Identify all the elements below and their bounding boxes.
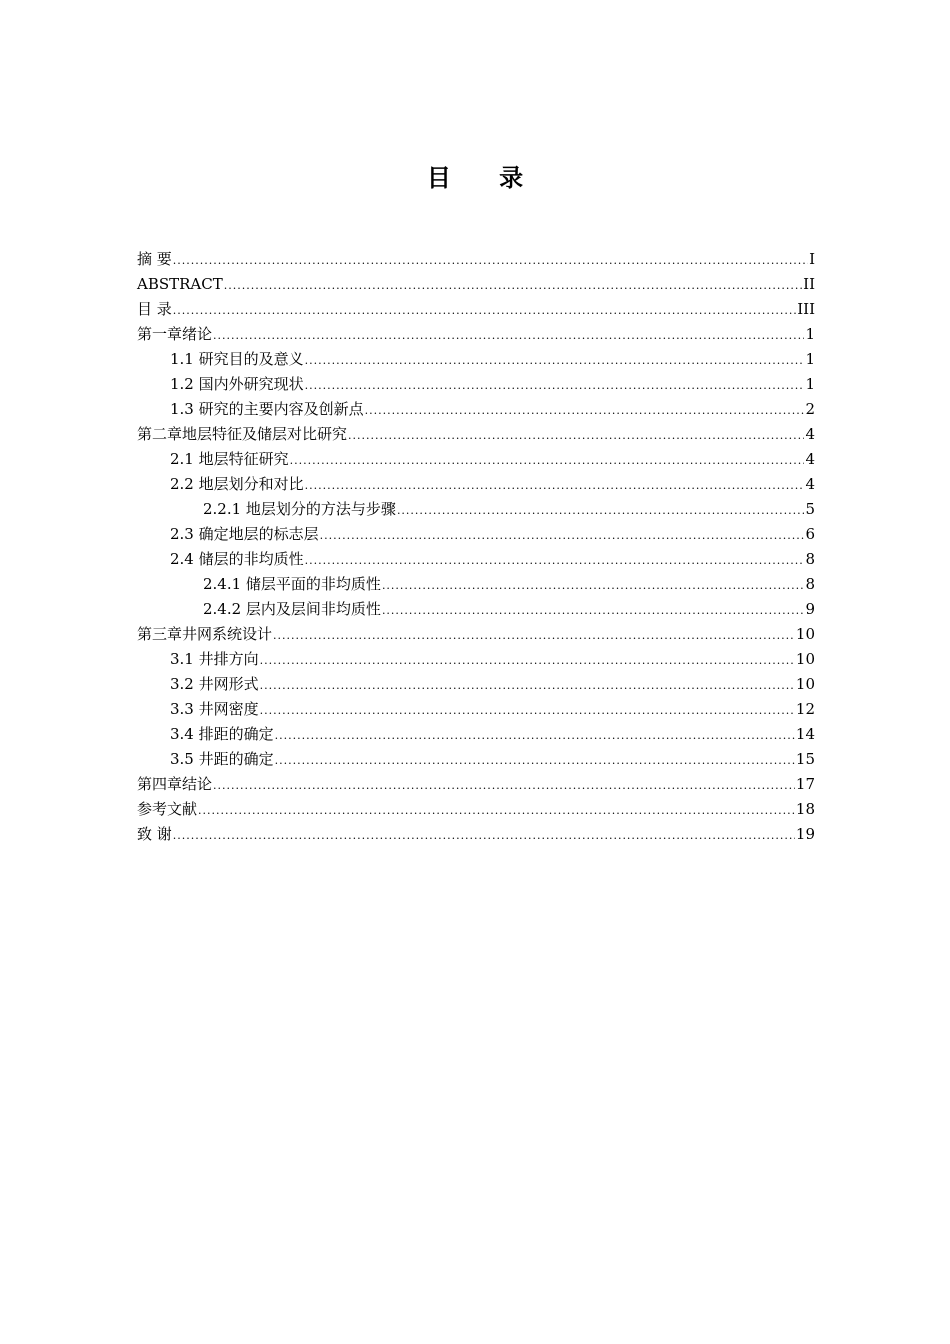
toc-entry-page-number: I (809, 250, 815, 268)
toc-entry[interactable] (137, 547, 815, 572)
toc-entry-label: 1.1 研究目的及意义 (170, 350, 304, 368)
toc-entry-page-number: 15 (795, 750, 815, 768)
table-of-contents (137, 247, 815, 847)
toc-entry-page-number: 10 (795, 625, 815, 643)
toc-entry[interactable] (137, 572, 815, 597)
toc-entry-page-number: 14 (795, 725, 815, 743)
toc-entry[interactable] (137, 822, 815, 847)
toc-entry[interactable] (137, 422, 815, 447)
toc-entry[interactable] (137, 622, 815, 647)
toc-entry[interactable] (137, 272, 815, 297)
toc-entry[interactable] (137, 647, 815, 672)
toc-entry-label: 3.3 井网密度 (170, 700, 259, 718)
dot-leader (348, 423, 804, 448)
toc-entry-page-number: 6 (805, 525, 815, 543)
toc-entry[interactable] (137, 447, 815, 472)
toc-entry-label: 3.4 排距的确定 (170, 725, 274, 743)
toc-entry-label: 第二章地层特征及储层对比研究 (137, 425, 348, 443)
dot-leader (290, 448, 805, 473)
dot-leader (305, 348, 805, 373)
dot-leader (382, 573, 805, 598)
dot-leader (397, 498, 805, 523)
dot-leader (213, 323, 804, 348)
toc-entry-page-number: 8 (805, 575, 815, 593)
dot-leader (275, 723, 795, 748)
toc-entry[interactable] (137, 597, 815, 622)
toc-entry-label: 2.4 储层的非均质性 (170, 550, 304, 568)
toc-entry[interactable] (137, 247, 815, 272)
toc-entry-label: 2.4.2 层内及层间非均质性 (203, 600, 381, 618)
toc-entry[interactable] (137, 797, 815, 822)
toc-entry[interactable] (137, 322, 815, 347)
toc-entry[interactable] (137, 497, 815, 522)
toc-entry-label: 3.1 井排方向 (170, 650, 259, 668)
toc-entry-page-number: 4 (805, 475, 815, 493)
toc-entry-page-number: 12 (795, 700, 815, 718)
toc-entry[interactable] (137, 472, 815, 497)
toc-entry-page-number: 17 (795, 775, 815, 793)
toc-entry-page-number: 2 (805, 400, 815, 418)
toc-entry-label: 第三章井网系统设计 (137, 625, 273, 643)
toc-entry[interactable] (137, 772, 815, 797)
toc-entry-label: 2.4.1 储层平面的非均质性 (203, 575, 381, 593)
dot-leader (173, 298, 796, 323)
dot-leader (365, 398, 805, 423)
toc-entry-page-number: III (797, 300, 815, 318)
toc-entry-page-number: 8 (805, 550, 815, 568)
dot-leader (382, 598, 805, 623)
dot-leader (260, 648, 795, 673)
dot-leader (213, 773, 795, 798)
toc-entry-label: 目 录 (137, 300, 172, 318)
dot-leader (305, 473, 805, 498)
toc-entry[interactable] (137, 522, 815, 547)
dot-leader (273, 623, 795, 648)
toc-entry-label: 2.2 地层划分和对比 (170, 475, 304, 493)
dot-leader (305, 373, 805, 398)
toc-entry[interactable] (137, 672, 815, 697)
toc-entry-label: 1.3 研究的主要内容及创新点 (170, 400, 364, 418)
dot-leader (320, 523, 805, 548)
toc-entry-page-number: 18 (795, 800, 815, 818)
toc-entry-label: 参考文献 (137, 800, 198, 818)
dot-leader (173, 823, 795, 848)
toc-entry-page-number: 19 (795, 825, 815, 843)
toc-entry[interactable] (137, 397, 815, 422)
toc-entry-label: 摘 要 (137, 250, 172, 268)
toc-entry-page-number: 4 (805, 450, 815, 468)
toc-entry[interactable] (137, 697, 815, 722)
dot-leader (260, 698, 795, 723)
toc-entry-label: 致 谢 (137, 825, 172, 843)
toc-entry-label: 3.2 井网形式 (170, 675, 259, 693)
toc-entry[interactable] (137, 372, 815, 397)
toc-entry-page-number: 1 (805, 325, 815, 343)
toc-entry[interactable] (137, 297, 815, 322)
dot-leader (198, 798, 795, 823)
toc-entry[interactable] (137, 747, 815, 772)
toc-entry-page-number: 9 (805, 600, 815, 618)
dot-leader (173, 248, 808, 273)
toc-entry-page-number: 4 (805, 425, 815, 443)
toc-entry-label: 2.3 确定地层的标志层 (170, 525, 319, 543)
page-title: 目 录 (426, 164, 544, 192)
dot-leader (260, 673, 795, 698)
toc-entry-page-number: 5 (805, 500, 815, 518)
toc-entry-label: 3.5 井距的确定 (170, 750, 274, 768)
toc-entry-label: 第四章结论 (137, 775, 213, 793)
dot-leader (305, 548, 805, 573)
toc-entry[interactable] (137, 347, 815, 372)
toc-entry-label: 第一章绪论 (137, 325, 213, 343)
toc-entry-page-number: 1 (805, 350, 815, 368)
toc-entry-page-number: 1 (805, 375, 815, 393)
dot-leader (224, 273, 802, 298)
toc-entry-page-number: 10 (795, 675, 815, 693)
toc-entry-label: 2.1 地层特征研究 (170, 450, 289, 468)
toc-entry[interactable] (137, 722, 815, 747)
toc-entry-label: ABSTRACT (137, 275, 223, 293)
toc-entry-label: 1.2 国内外研究现状 (170, 375, 304, 393)
toc-entry-page-number: II (803, 275, 815, 293)
toc-entry-label: 2.2.1 地层划分的方法与步骤 (203, 500, 396, 518)
dot-leader (275, 748, 795, 773)
toc-entry-page-number: 10 (795, 650, 815, 668)
